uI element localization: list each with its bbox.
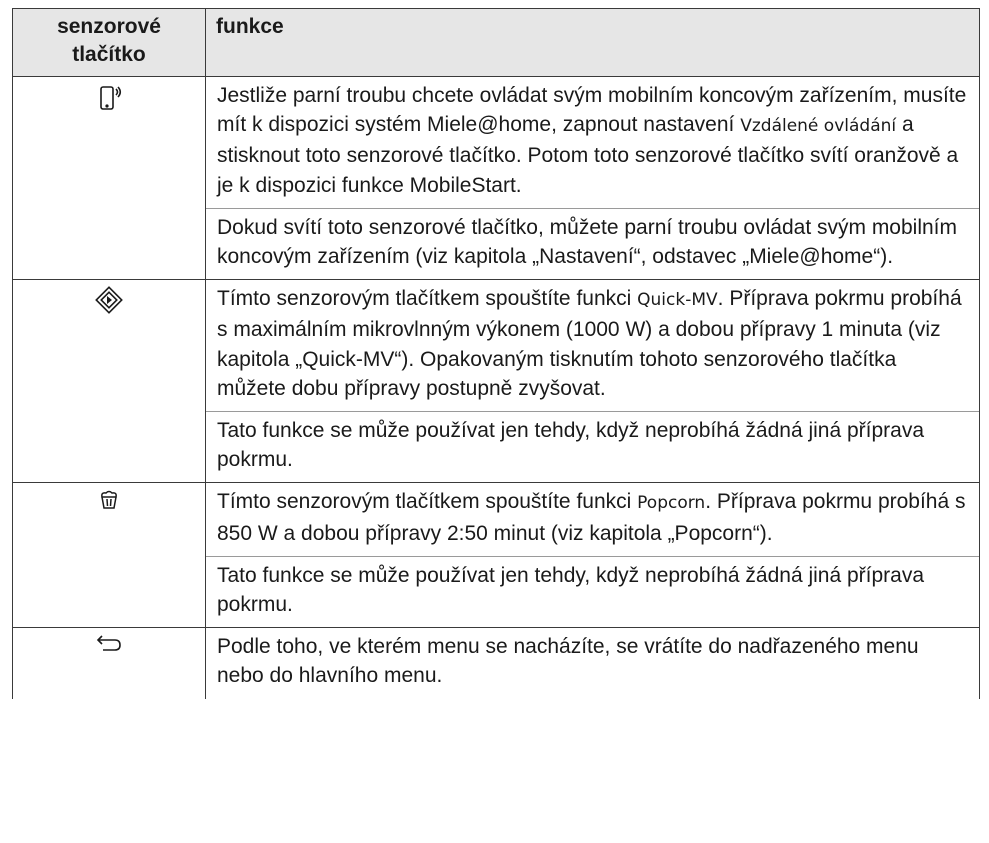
function-table: [12, 8, 980, 699]
table-row: [13, 77, 980, 280]
popcorn-icon: [98, 489, 120, 511]
paragraph: [206, 483, 979, 555]
function-term: Quick-MV: [637, 290, 718, 311]
paragraph: Tato funkce se může používat jen tehdy, když neprobíhá žádná jiná příprava pokrmu.: [206, 411, 979, 482]
header-sensor-button: [13, 9, 206, 77]
text-span: Tímto senzorovým tlačítkem spouštíte funkci: [217, 490, 638, 514]
table-row: [13, 483, 980, 628]
description-cell: [206, 483, 980, 628]
back-arrow-icon: [95, 634, 123, 656]
description-cell: [206, 77, 980, 280]
text-span: . Příprava pokrmu probíhá s maximálním mikrovlnným výkonem (1000 W) a dobou přípravy 1 minuta (viz kapitola „Quick-MV“). Opakovaným tisknutím tohoto senzorového tlačítka můžete dobu přípravy postupně zvyšovat.: [217, 287, 962, 400]
icon-cell: [13, 483, 206, 628]
table-header-row: [13, 9, 980, 77]
table-row: [13, 628, 980, 699]
paragraph: [206, 77, 979, 208]
text-span: Jestliže parní troubu chcete ovládat svým mobilním koncovým zařízením, musíte mít k dispozici systém Miele@home, zapnout nastavení: [217, 84, 967, 137]
mobile-start-icon: [94, 83, 124, 113]
header-sensor-button-line1: senzorové: [57, 15, 161, 38]
text-span: Tímto senzorovým tlačítkem spouštíte funkci: [217, 287, 638, 311]
quick-mv-icon: [95, 286, 123, 314]
paragraph: [206, 280, 979, 411]
text-span: . Příprava pokrmu probíhá s 850 W a dobou přípravy 2:50 minut (viz kapitola „Popcorn“).: [217, 490, 966, 545]
icon-cell: [13, 280, 206, 483]
header-sensor-button-line2: tlačítko: [72, 43, 146, 66]
icon-cell: [13, 628, 206, 699]
paragraph: Tato funkce se může používat jen tehdy, když neprobíhá žádná jiná příprava pokrmu.: [206, 556, 979, 627]
function-term: Popcorn: [637, 493, 706, 514]
description-cell: [206, 628, 980, 699]
description-cell: [206, 280, 980, 483]
paragraph: Podle toho, ve kterém menu se nacházíte, se vrátíte do nadřazeného menu nebo do hlavního menu.: [217, 635, 919, 688]
icon-cell: [13, 77, 206, 280]
paragraph: Dokud svítí toto senzorové tlačítko, můžete parní troubu ovládat svým mobilním koncovým zařízením (viz kapitola „Nastavení“, odstavec „Miele@home“).: [206, 208, 979, 279]
header-function: funkce: [206, 9, 980, 77]
text-span: a stisknout toto senzorové tlačítko. Potom toto senzorové tlačítko svítí oranžově a je k dispozici funkce MobileStart.: [217, 113, 959, 197]
table-row: [13, 280, 980, 483]
setting-term: Vzdálené ovládání: [740, 116, 897, 137]
